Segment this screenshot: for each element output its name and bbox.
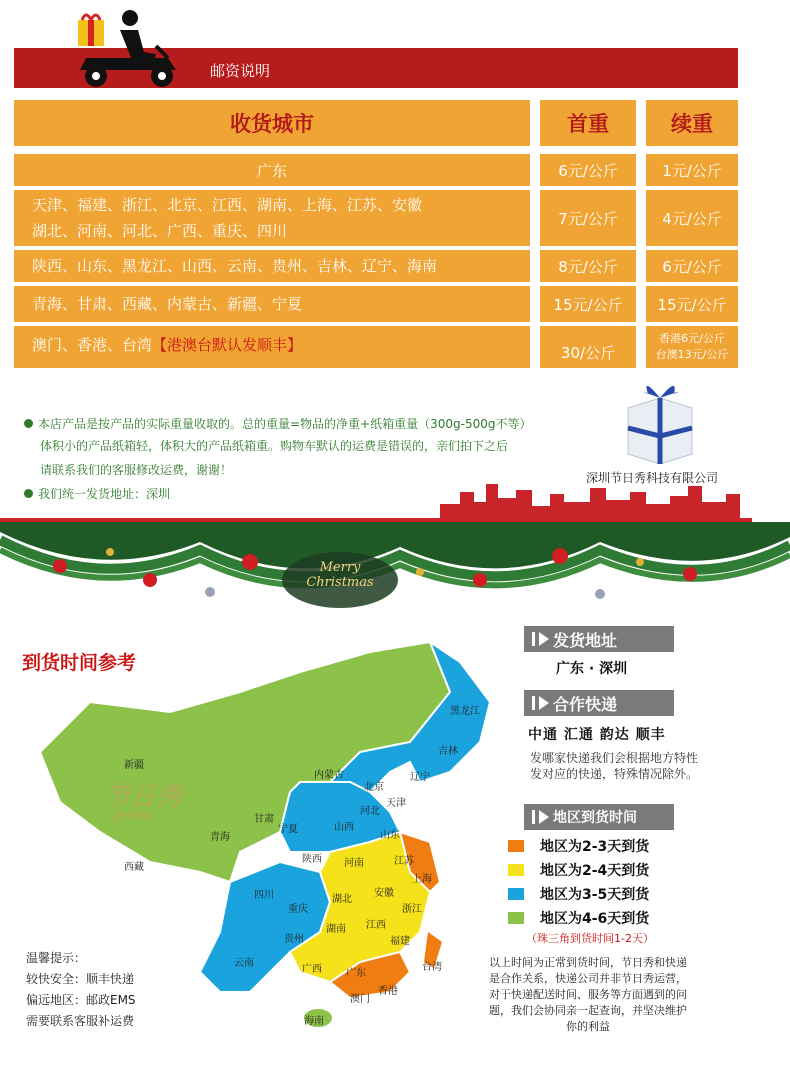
province-label: 福建 [390,936,410,947]
row-tier5-extra [646,326,738,368]
row-tier2-cities [14,190,530,246]
courier-tag-text: 合作快递 [553,694,618,714]
province-label: 青海 [210,832,230,843]
map-title: 到货时间参考 [22,652,137,674]
tips-line: 偏远地区：邮政EMS [26,993,136,1007]
province-label: 台湾 [422,962,442,973]
bullet-icon [24,489,33,498]
province-label: 重庆 [288,904,308,915]
province-label: 四川 [254,890,274,901]
province-label: 内蒙古 [314,770,344,781]
tag-bar-icon [532,810,535,824]
province-label: 上海 [412,874,432,885]
note-line2: 体积小的产品纸箱轻，体积大的产品纸箱重。购物车默认的运费是错误的，亲们拍下之后 [40,439,509,453]
bullet-icon [24,419,33,428]
courier-list: 中通 汇通 韵达 顺丰 [528,727,666,743]
christmas-garland [0,522,790,630]
note-line1 [24,414,532,435]
province-label: 陕西 [302,854,322,865]
province-label: 西藏 [124,862,144,873]
row-tier5-extra-hk: 香港6元/公斤 [659,332,725,345]
province-label: 湖南 [326,924,346,935]
header-first-weight: 首重 [540,100,636,146]
delivery-time-tag-text: 地区到货时间 [553,810,637,826]
province-label: 海南 [304,1016,324,1027]
header-extra-weight: 续重 [646,100,738,146]
row-tier5-cities [14,326,530,368]
row-tier4-extra: 15元/公斤 [646,286,738,322]
row-tier3-extra: 6元/公斤 [646,250,738,282]
province-label: 江西 [366,920,386,931]
province-label: 新疆 [124,760,144,771]
row-guangdong-first: 6元/公斤 [540,154,636,186]
play-arrow-icon [539,810,549,824]
legend-label: 地区为2-3天到货 [540,839,650,855]
province-label: 北京 [364,782,384,793]
province-label: 香港 [378,986,398,997]
header-title: 邮资说明 [210,62,271,80]
tips-title: 温馨提示： [26,951,87,965]
watermark-cn: 节日秀 [104,782,183,812]
row-tier2-cities-line2: 湖北、河南、河北、广西、重庆、四川 [32,222,288,240]
province-label: 甘肃 [254,814,274,825]
disclaimer: 以上时间为正常到货时间，节日秀和快递是合作关系，快递公司并非节日秀运营，对于快递配送时间、服务等方面遇到的问题，我们会协同亲一起查询，并坚决维护你的利益 [489,956,687,1033]
delivery-scooter-icon [72,6,182,90]
province-label: 湖北 [332,894,352,905]
province-label: 山西 [334,822,354,833]
row-tier5-first: 30/公斤 [540,326,636,368]
legend-note: （珠三角到货时间1-2天） [526,932,654,945]
province-label: 山东 [380,830,400,841]
delivery-time-tag [524,804,674,830]
merry-text: Merry [319,560,361,575]
play-arrow-icon [539,632,549,646]
tips [26,948,136,1032]
province-label: 江苏 [394,856,414,867]
skyline-silhouette [440,478,750,522]
province-label: 黑龙江 [450,706,480,717]
row-guangdong-cities: 广东 [14,154,530,186]
legend-label: 地区为3-5天到货 [540,887,650,903]
note-line4-text: 我们统一发货地址：深圳 [38,487,171,501]
province-label: 吉林 [438,746,458,757]
header-city: 收货城市 [14,100,530,146]
province-label: 云南 [234,958,254,969]
province-label: 广西 [302,964,322,975]
row-tier3-first: 8元/公斤 [540,250,636,282]
legend-swatch [508,912,524,924]
province-label: 广东 [346,968,366,979]
legend-row [508,908,649,928]
tips-line: 较快安全：顺丰快递 [26,972,135,986]
ship-from-address: 广东 · 深圳 [556,661,628,677]
province-label: 贵州 [284,934,304,945]
ship-from-tag-text: 发货地址 [553,630,618,650]
province-label: 澳门 [350,994,370,1005]
watermark-en: Jesho [114,808,154,823]
legend-swatch [508,840,524,852]
company-name: 深圳节日秀科技有限公司 [586,471,719,485]
province-label: 浙江 [402,904,422,915]
play-arrow-icon [539,696,549,710]
row-tier4-first: 15元/公斤 [540,286,636,322]
courier-tag [524,690,674,716]
row-tier5-cities-text: 澳门、香港、台湾 [32,336,153,354]
merry-christmas-text [298,560,382,590]
row-tier4-cities: 青海、甘肃、西藏、内蒙古、新疆、宁夏 [14,286,530,322]
legend-swatch [508,864,524,876]
tag-bar-icon [532,632,535,646]
note-line1-text: 本店产品是按产品的实际重量收取的。总的重量=物品的净重+纸箱重量（300g-500g不等） [38,417,532,431]
legend-row [508,860,649,880]
row-tier2-first: 7元/公斤 [540,190,636,246]
gift-box-icon [620,372,700,464]
legend-row [508,884,649,904]
christmas-text: Christmas [306,575,374,590]
legend-row [508,836,649,856]
row-guangdong-extra: 1元/公斤 [646,154,738,186]
row-tier5-extra-tw-mo: 台澳13元/公斤 [655,348,729,361]
tag-bar-icon [532,696,535,710]
row-tier5-note: 【港澳台默认发顺丰】 [152,336,303,354]
province-label: 河北 [360,806,380,817]
note-line3: 请联系我们的客服修改运费，谢谢！ [40,463,233,477]
legend-label: 地区为2-4天到货 [540,863,650,879]
note-line4 [24,484,170,505]
courier-note: 发哪家快递我们会根据地方特性发对应的快递，特殊情况除外。 [530,751,699,781]
row-tier3-cities: 陕西、山东、黑龙江、山西、云南、贵州、吉林、辽宁、海南 [14,250,530,282]
legend-label: 地区为4-6天到货 [540,911,650,927]
province-label: 河南 [344,858,364,869]
ship-from-tag [524,626,674,652]
province-label: 天津 [386,798,406,809]
row-tier2-extra: 4元/公斤 [646,190,738,246]
tips-line: 需要联系客服补运费 [26,1014,135,1028]
province-label: 辽宁 [410,772,430,783]
province-label: 安徽 [374,888,394,899]
legend-swatch [508,888,524,900]
province-label: 宁夏 [278,824,298,835]
row-tier2-cities-line1: 天津、福建、浙江、北京、江西、湖南、上海、江苏、安徽 [32,196,423,214]
